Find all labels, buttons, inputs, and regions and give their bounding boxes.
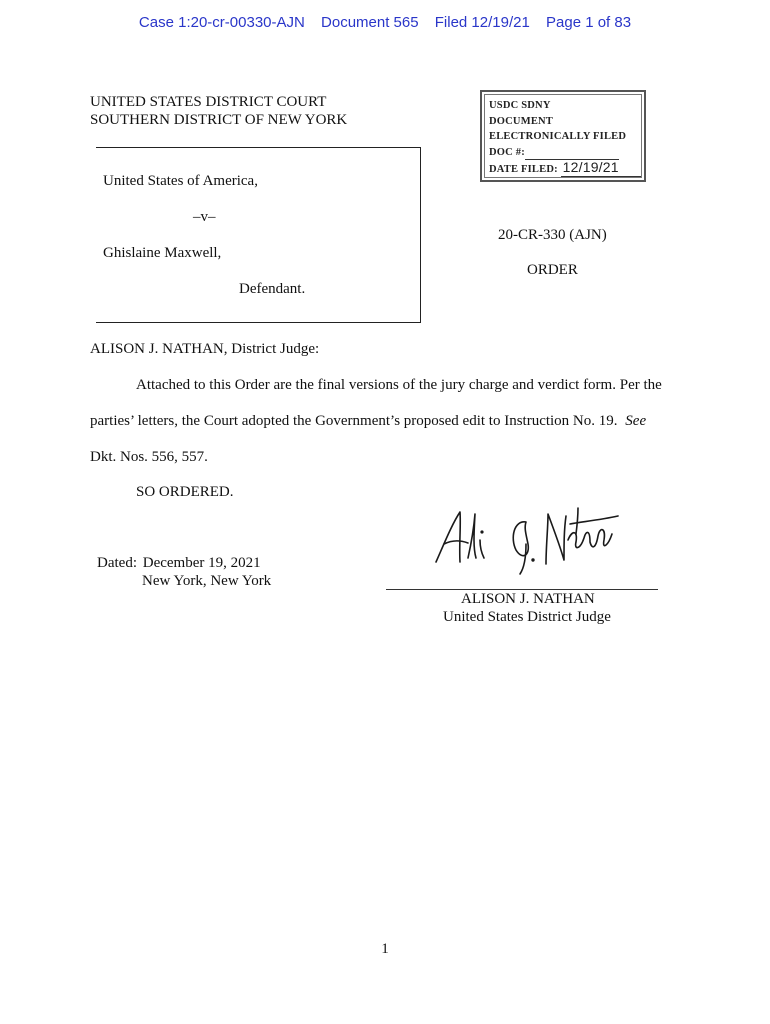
dated-label: Dated: xyxy=(97,555,137,571)
court-name-line2: SOUTHERN DISTRICT OF NEW YORK xyxy=(90,112,348,128)
page-indicator: Page 1 of 83 xyxy=(546,14,632,31)
document-type: ORDER xyxy=(527,262,578,278)
stamp-doc-label: DOC #: xyxy=(489,146,525,158)
order-paragraph-line2 xyxy=(90,413,646,430)
case-number: Case 1:20-cr-00330-AJN xyxy=(138,14,305,31)
stamp-line3: ELECTRONICALLY FILED xyxy=(489,131,627,142)
judge-name: ALISON J. NATHAN xyxy=(461,591,595,607)
page-number: 1 xyxy=(381,941,389,957)
defendant-name: Ghislaine Maxwell, xyxy=(103,245,222,261)
dated-place: New York, New York xyxy=(142,573,272,589)
defendant-role: Defendant. xyxy=(239,281,306,297)
dated-date: December 19, 2021 xyxy=(142,555,261,571)
order-paragraph-line1: Attached to this Order are the final versions of the jury charge and verdict form. Per the xyxy=(136,377,662,393)
judge-intro: ALISON J. NATHAN, District Judge: xyxy=(90,341,320,357)
versus: –v– xyxy=(193,209,216,225)
stamp-line1: USDC SDNY xyxy=(489,100,551,111)
plaintiff-name: United States of America, xyxy=(103,173,258,189)
stamp-date-value: 12/19/21 xyxy=(561,160,641,177)
judge-signature xyxy=(430,500,625,582)
document-number: Document 565 xyxy=(321,14,419,31)
ecf-header xyxy=(0,14,770,31)
case-docket-number: 20-CR-330 (AJN) xyxy=(498,227,607,243)
order-paragraph-line2-text: parties’ letters, the Court adopted the Government’s proposed edit to Instruction No. 19. xyxy=(90,413,618,429)
filed-date: Filed 12/19/21 xyxy=(434,14,530,31)
dated-line xyxy=(97,555,261,572)
stamp-doc-row xyxy=(489,145,641,161)
so-ordered: SO ORDERED. xyxy=(136,484,234,500)
see-citation-signal: See xyxy=(625,413,647,429)
stamp-date-row xyxy=(489,160,641,178)
stamp-date-label: DATE FILED: xyxy=(489,164,558,175)
court-name-line1: UNITED STATES DISTRICT COURT xyxy=(90,94,327,110)
order-paragraph-line3: Dkt. Nos. 556, 557. xyxy=(90,449,208,465)
judge-title: United States District Judge xyxy=(443,609,611,625)
stamp-line2: DOCUMENT xyxy=(489,115,554,127)
filing-stamp xyxy=(480,90,646,182)
signature-line xyxy=(386,589,658,590)
